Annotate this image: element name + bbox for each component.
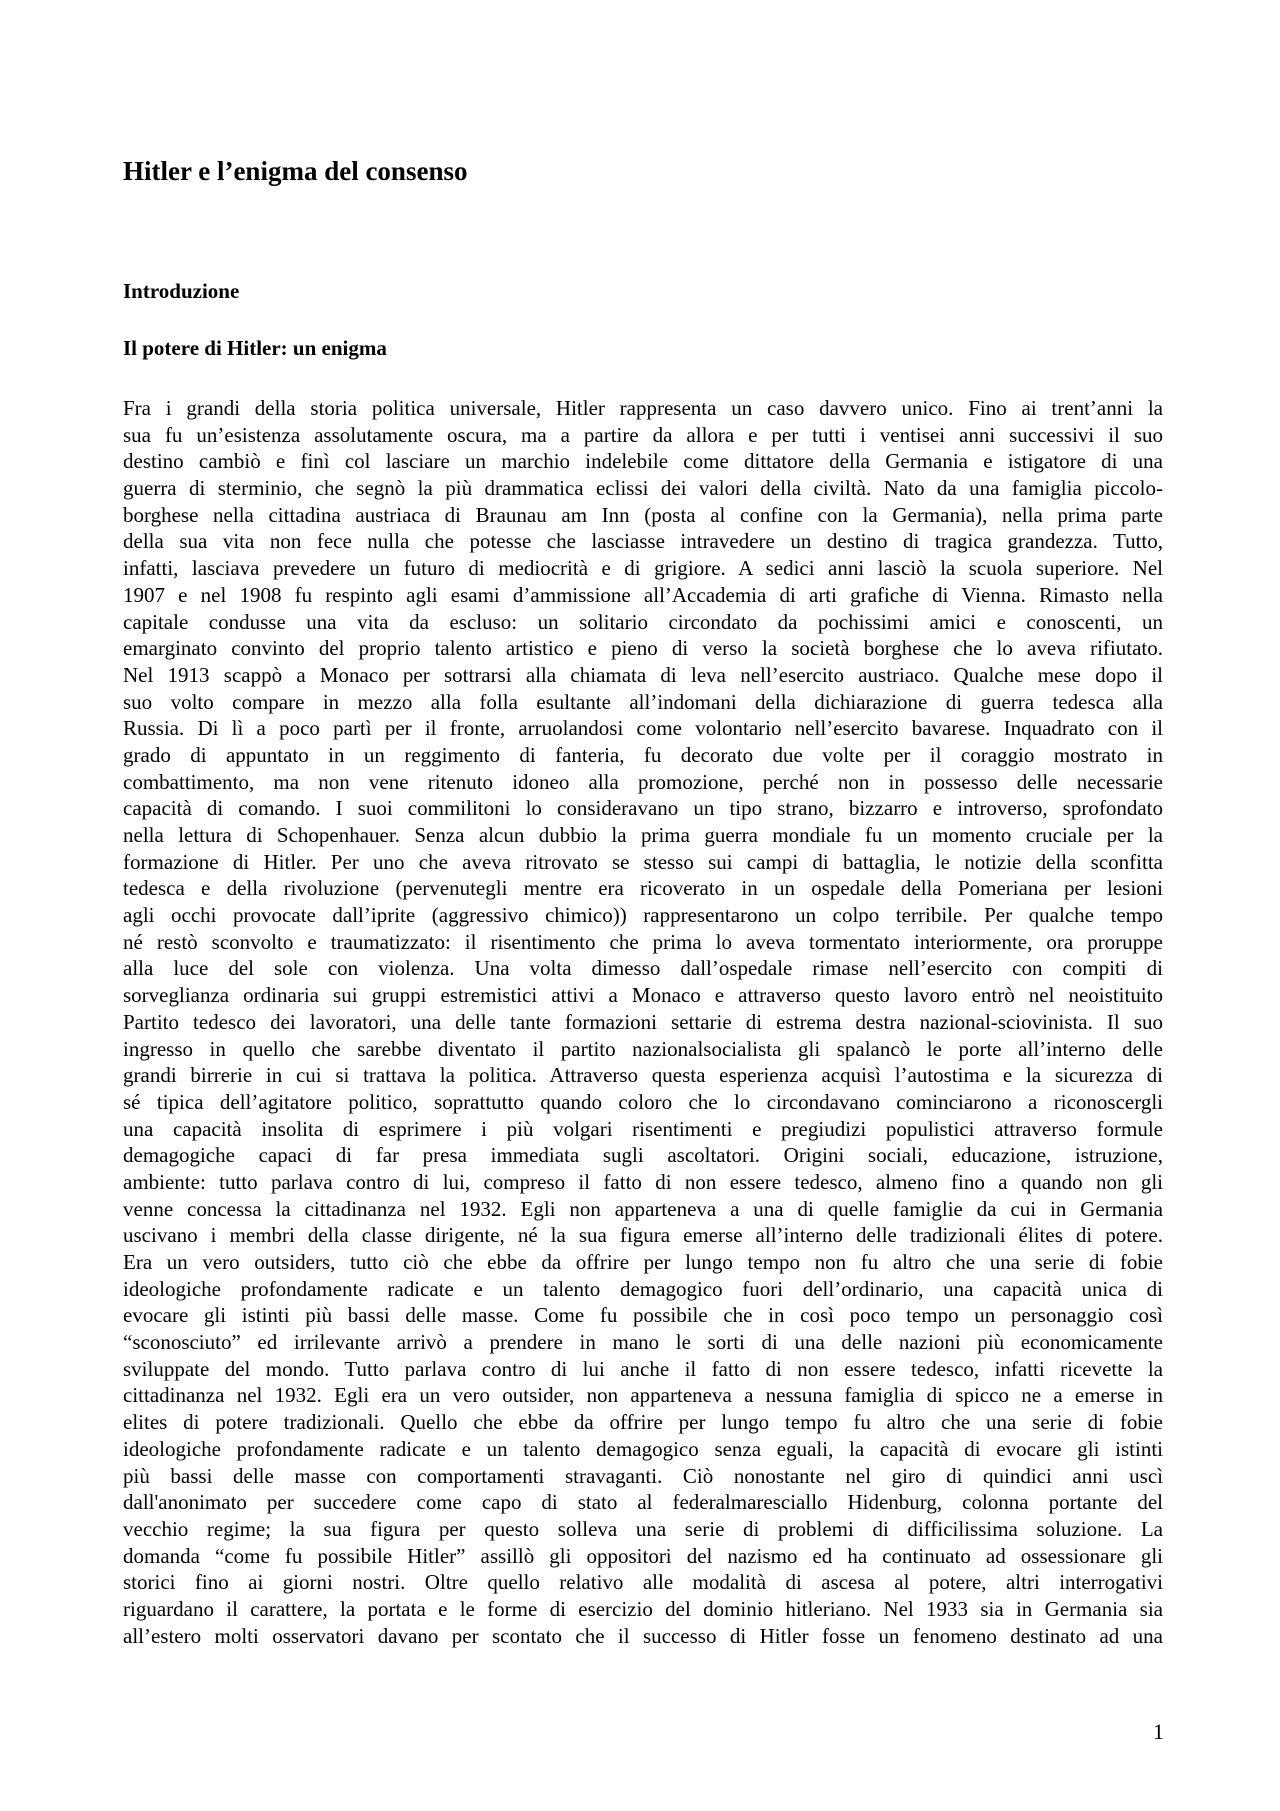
body-line: domanda “come fu possibile Hitler” assillò gli oppositori del nazismo ed ha continuato ad ossessionare gli (123, 1543, 1163, 1568)
body-line: sorveglianza ordinaria sui gruppi estremistici attivi a Monaco e attraverso questo lavoro entrò nel neoistituito (123, 983, 1163, 1008)
body-line: combattimento, ma non vene ritenuto idoneo alla promozione, perché non in possesso delle necessarie (123, 769, 1163, 794)
body-line: storici fino ai giorni nostri. Oltre quello relativo alle modalità di ascesa al potere, altri interrogativi (123, 1570, 1163, 1595)
body-line: Nel 1913 scappò a Monaco per sottrarsi alla chiamata di leva nell’esercito austriaco. Qualche mese dopo il (123, 662, 1163, 687)
body-line: destino cambiò e finì col lasciare un marchio indelebile come dittatore della Germania e istigatore di una (123, 449, 1163, 474)
body-line: Fra i grandi della storia politica universale, Hitler rappresenta un caso davvero unico. Fino ai trent’anni la (123, 396, 1163, 420)
body-line: capacità di comando. I suoi commilitoni lo consideravano un tipo strano, bizzarro e introverso, sprofondato (123, 796, 1163, 821)
body-line: borghese nella cittadina austriaca di Braunau am Inn (posta al confine con la Germania), nella prima parte (123, 502, 1163, 527)
body-line: dall'anonimato per succedere come capo di stato al federalmaresciallo Hidenburg, colonna portante del (123, 1490, 1163, 1515)
body-line: sviluppate del mondo. Tutto parlava contro di lui anche il fatto di non essere tedesco, infatti ricevette la (123, 1356, 1163, 1381)
body-line: elites di potere tradizionali. Quello che ebbe da offrire per lungo tempo fu altro che una serie di fobie (123, 1410, 1163, 1435)
body-line: nella lettura di Schopenhauer. Senza alcun dubbio la prima guerra mondiale fu un momento cruciale per la (123, 823, 1163, 847)
body-line: guerra di sterminio, che segnò la più drammatica eclissi dei valori della civiltà. Nato da una famiglia piccolo- (123, 476, 1163, 501)
body-line: riguardano il carattere, la portata e le forme di esercizio del dominio hitleriano. Nel 1933 sia in Germania sia (123, 1596, 1163, 1621)
body-line: uscivano i membri della classe dirigente, né la sua figura emerse all’interno delle tradizionali élites di potere. (123, 1223, 1163, 1248)
document-title: Hitler e l’enigma del consenso (123, 156, 468, 186)
subsection-heading: Il potere di Hitler: un enigma (123, 336, 387, 360)
body-line: ideologiche profondamente radicate e un talento demagogico senza eguali, la capacità di evocare gli istinti (123, 1436, 1163, 1461)
body-paragraph (123, 395, 1163, 1649)
body-line: formazione di Hitler. Per uno che aveva ritrovato se stesso sui campi di battaglia, le notizie della sconfitta (123, 849, 1163, 874)
body-line: sé tipica dell’agitatore politico, soprattutto quando coloro che lo circondavano cominciarono a riconoscergli (123, 1089, 1163, 1114)
body-line: grado di appuntato in un reggimento di fanteria, fu decorato due volte per il coraggio mostrato in (123, 742, 1163, 767)
body-line: né restò sconvolto e traumatizzato: il risentimento che prima lo aveva tormentato interiormente, ora proruppe (123, 929, 1163, 954)
body-line: Partito tedesco dei lavoratori, una delle tante formazioni settarie di estrema destra nazional-sciovinista. Il suo (123, 1009, 1163, 1034)
body-line: Era un vero outsiders, tutto ciò che ebbe da offrire per lungo tempo non fu altro che una serie di fobie (123, 1250, 1163, 1274)
body-line: all’estero molti osservatori davano per scontato che il successo di Hitler fosse un fenomeno destinato ad una (123, 1623, 1163, 1648)
body-line: “sconosciuto” ed irrilevante arrivò a prendere in mano le sorti di una delle nazioni più economicamente (123, 1330, 1163, 1355)
body-line: grandi birrerie in cui si trattava la politica. Attraverso questa esperienza acquisì l’autostima e la sicurezza di (123, 1063, 1163, 1088)
body-line: una capacità insolita di esprimere i più volgari risentimenti e pregiudizi populistici attraverso formule (123, 1116, 1163, 1141)
body-line: ideologiche profondamente radicate e un talento demagogico fuori dell’ordinario, una capacità unica di (123, 1276, 1163, 1301)
body-line: evocare gli istinti più bassi delle masse. Come fu possibile che in così poco tempo un personaggio così (123, 1303, 1163, 1328)
body-line: venne concessa la cittadinanza nel 1932. Egli non apparteneva a una di quelle famiglie da cui in Germania (123, 1196, 1163, 1221)
body-line: capitale condusse una vita da escluso: un solitario circondato da pochissimi amici e conoscenti, un (123, 609, 1163, 634)
body-line: suo volto compare in mezzo alla folla esultante all’indomani della dichiarazione di guerra tedesca alla (123, 689, 1163, 714)
body-line: cittadinanza nel 1932. Egli era un vero outsider, non apparteneva a nessuna famiglia di spicco ne a emerse in (123, 1383, 1163, 1408)
body-line: demagogiche capaci di far presa immediata sugli ascoltatori. Origini sociali, educazione, istruzione, (123, 1143, 1163, 1168)
body-line: Russia. Di lì a poco partì per il fronte, arruolandosi come volontario nell’esercito bavarese. Inquadrato con il (123, 716, 1163, 741)
body-line: vecchio regime; la sua figura per questo solleva una serie di problemi di difficilissima soluzione. La (123, 1516, 1163, 1541)
page-number: 1 (1153, 1719, 1164, 1744)
body-line: tedesca e della rivoluzione (pervenutegli mentre era ricoverato in un ospedale della Pomeriana per lesioni (123, 876, 1163, 901)
body-line: agli occhi provocate dall’iprite (aggressivo chimico)) rappresentarono un colpo terribile. Per qualche tempo (123, 903, 1163, 928)
section-heading: Introduzione (123, 279, 240, 303)
body-line: 1907 e nel 1908 fu respinto agli esami d’ammissione all’Accademia di arti grafiche di Vienna. Rimasto nella (123, 582, 1163, 607)
body-line: ingresso in quello che sarebbe diventato il partito nazionalsocialista gli spalancò le porte all’interno delle (123, 1036, 1163, 1061)
body-line: emarginato convinto del proprio talento artistico e pieno di verso la società borghese che lo aveva rifiutato. (123, 636, 1163, 661)
body-line: ambiente: tutto parlava contro di lui, compreso il fatto di non essere tedesco, almeno fino a quando non gli (123, 1169, 1163, 1194)
body-line: della sua vita non fece nulla che potesse che lasciasse intravedere un destino di tragica grandezza. Tutto, (123, 529, 1163, 554)
body-line: alla luce del sole con violenza. Una volta dimesso dall’ospedale rimase nell’esercito con compiti di (123, 956, 1163, 981)
body-line: più bassi delle masse con comportamenti stravaganti. Ciò nonostante nel giro di quindici anni uscì (123, 1463, 1163, 1488)
body-line: infatti, lasciava prevedere un futuro di mediocrità e di grigiore. A sedici anni lasciò la scuola superiore. Nel (123, 556, 1163, 581)
body-line: sua fu un’esistenza assolutamente oscura, ma a partire da allora e per tutti i ventisei anni successivi il suo (123, 422, 1163, 447)
